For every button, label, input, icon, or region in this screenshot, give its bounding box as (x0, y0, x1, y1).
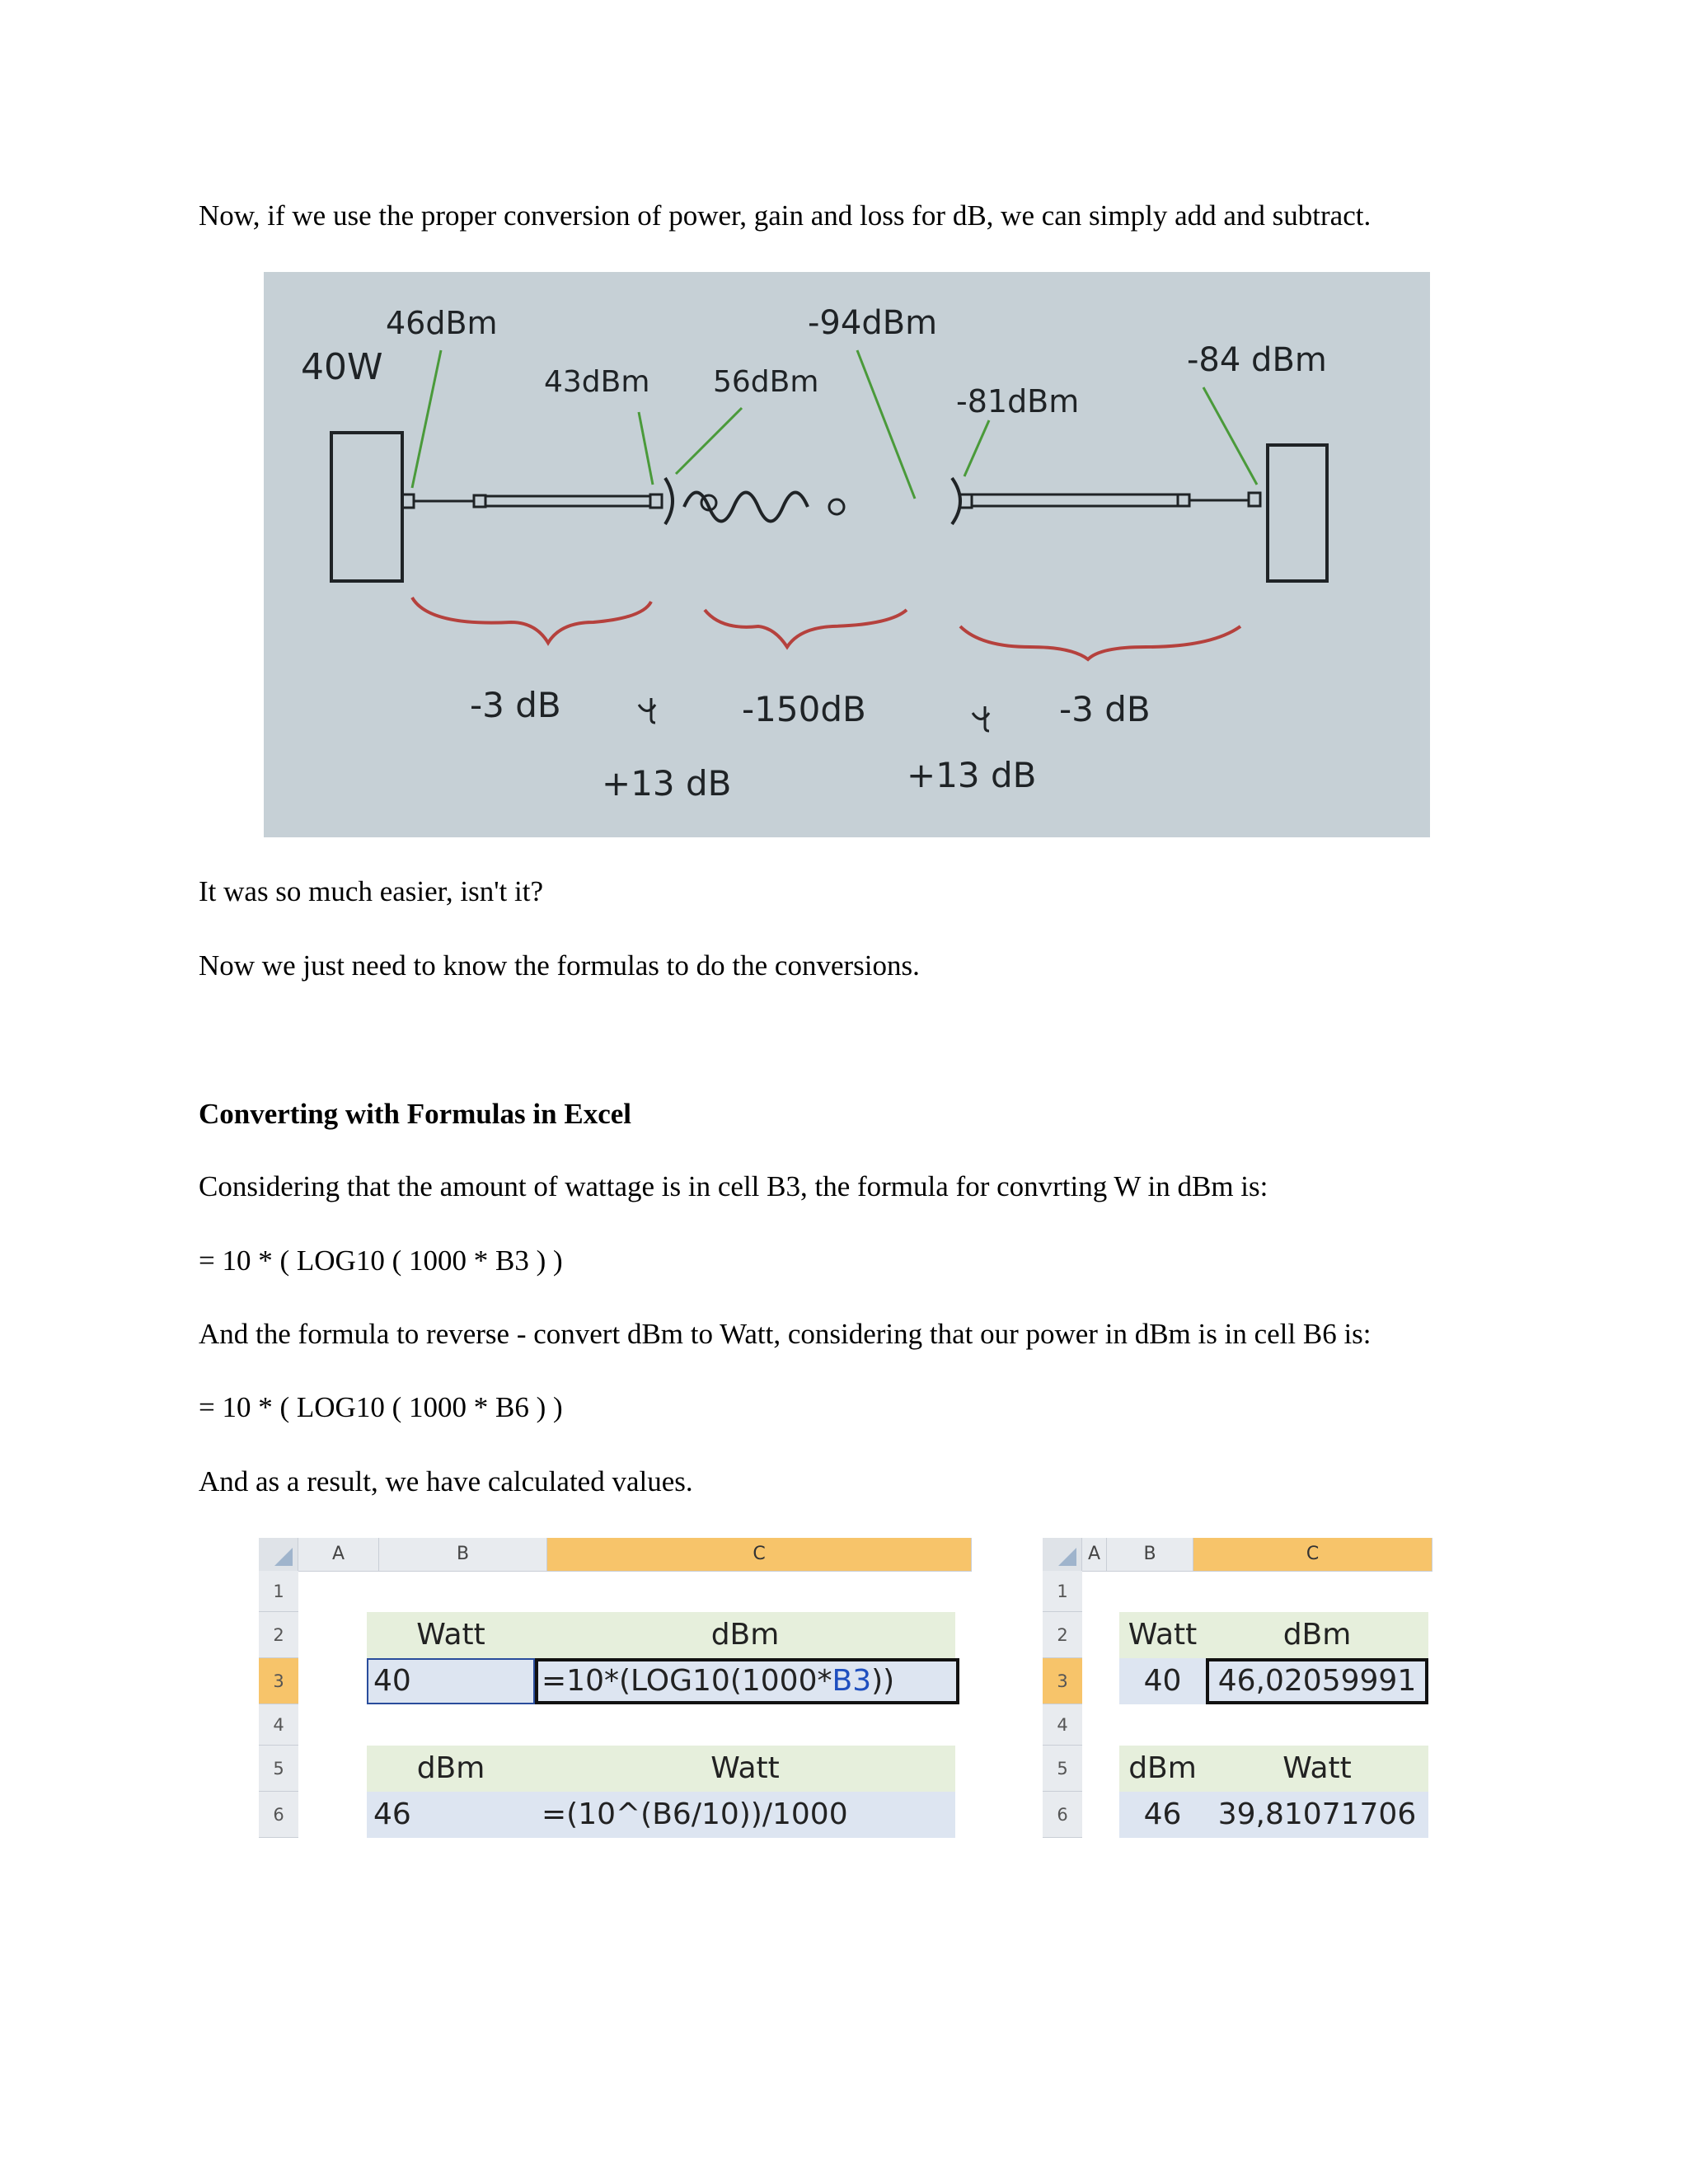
transmitter-box (331, 433, 402, 581)
question-paragraph: It was so much easier, isn't it? (199, 875, 544, 907)
cell-b5[interactable]: dBm (367, 1746, 535, 1792)
cell-c2[interactable]: dBm (535, 1612, 955, 1658)
column-header-a-2: A (1082, 1538, 1107, 1571)
section-heading: Converting with Formulas in Excel (199, 1098, 631, 1130)
result-paragraph: And as a result, we have calculated values. (199, 1465, 693, 1497)
dbm-to-watt-paragraph: And the formula to reverse - convert dBm to Watt, considering that our power in dBm is in cell B6 is: (199, 1318, 1372, 1350)
label-loss-cable1: -3 dB (470, 685, 561, 725)
cell-b3-values[interactable]: 40 (1119, 1658, 1206, 1704)
select-all-corner-2 (1043, 1538, 1082, 1571)
cell-b2-values[interactable]: Watt (1119, 1612, 1206, 1658)
antenna-1 (665, 478, 673, 524)
cell-c3-values[interactable]: 46,02059991 (1206, 1658, 1428, 1704)
column-header-a: A (298, 1538, 379, 1571)
row-header-6-2: 6 (1043, 1792, 1082, 1838)
select-all-corner (259, 1538, 298, 1571)
row-header-1: 1 (259, 1571, 298, 1612)
column-header-c-2: C (1193, 1538, 1432, 1571)
cell-b6-values[interactable]: 46 (1119, 1792, 1206, 1838)
label-loss-cable2: -3 dB (1059, 689, 1151, 729)
cell-c5[interactable]: Watt (535, 1746, 955, 1792)
row-header-3: 3 (259, 1658, 298, 1704)
excel-formulas-screenshot (259, 1538, 972, 1851)
label-after-cable1: 43dBm (544, 365, 650, 399)
column-header-c: C (547, 1538, 972, 1571)
row-header-4-2: 4 (1043, 1704, 1082, 1746)
row-header-6: 6 (259, 1792, 298, 1838)
cell-c2-values[interactable]: dBm (1206, 1612, 1428, 1658)
label-before-antenna2: -94dBm (808, 304, 938, 342)
row-header-5: 5 (259, 1746, 298, 1792)
label-after-antenna2: -81dBm (956, 383, 1080, 419)
row-header-2-2: 2 (1043, 1612, 1082, 1658)
row-header-4: 4 (259, 1704, 298, 1746)
row-header-5-2: 5 (1043, 1746, 1082, 1792)
link-budget-drawing (264, 272, 1430, 837)
label-tx-watts: 40W (301, 346, 383, 388)
watt-to-dbm-paragraph: Considering that the amount of wattage is in cell B3, the formula for convrting W in dBm is: (199, 1170, 1268, 1202)
label-loss-path: -150dB (742, 689, 866, 729)
row-header-2: 2 (259, 1612, 298, 1658)
cable-1 (485, 496, 650, 506)
cell-b3[interactable]: 40 (367, 1658, 535, 1704)
row-header-3-2: 3 (1043, 1658, 1082, 1704)
label-rx-dbm: -84 dBm (1187, 341, 1327, 379)
column-header-b: B (379, 1538, 547, 1571)
cell-c6[interactable]: =(10^(B6/10))/1000 (535, 1792, 955, 1838)
formula-watt-to-dbm: = 10 * ( LOG10 ( 1000 * B3 ) ) (199, 1244, 563, 1277)
red-braces (412, 598, 1240, 659)
formula-text-c3-suffix: )) (871, 1664, 895, 1698)
intro-paragraph: Now, if we use the proper conversion of power, gain and loss for dB, we can simply add and subtract. (199, 199, 1372, 232)
formulas-intro-paragraph: Now we just need to know the formulas to do the conversions. (199, 949, 920, 982)
cell-c6-values[interactable]: 39,81071706 (1206, 1792, 1428, 1838)
cell-c3[interactable] (535, 1658, 959, 1704)
excel-values-screenshot (1043, 1538, 1432, 1851)
receiver-box (1268, 445, 1327, 581)
formula-dbm-to-watt: = 10 * ( LOG10 ( 1000 * B6 ) ) (199, 1391, 563, 1423)
cable-2 (972, 494, 1178, 506)
label-gain-antenna1: +13 dB (602, 763, 732, 804)
cell-c5-values[interactable]: Watt (1206, 1746, 1428, 1792)
cell-b2[interactable]: Watt (367, 1612, 535, 1658)
label-after-antenna1: 56dBm (713, 365, 819, 399)
formula-text-c3-prefix: =10*(LOG10(1000* (542, 1664, 832, 1698)
whiteboard-sketch (264, 272, 1430, 837)
formula-ref-b3: B3 (832, 1664, 872, 1698)
label-gain-antenna2: +13 dB (907, 755, 1037, 795)
column-header-b-2: B (1107, 1538, 1193, 1571)
green-arrows (412, 350, 1257, 499)
cell-b5-values[interactable]: dBm (1119, 1746, 1206, 1792)
row-header-1-2: 1 (1043, 1571, 1082, 1612)
cell-b6[interactable]: 46 (367, 1792, 535, 1838)
label-tx-dbm: 46dBm (386, 305, 498, 341)
